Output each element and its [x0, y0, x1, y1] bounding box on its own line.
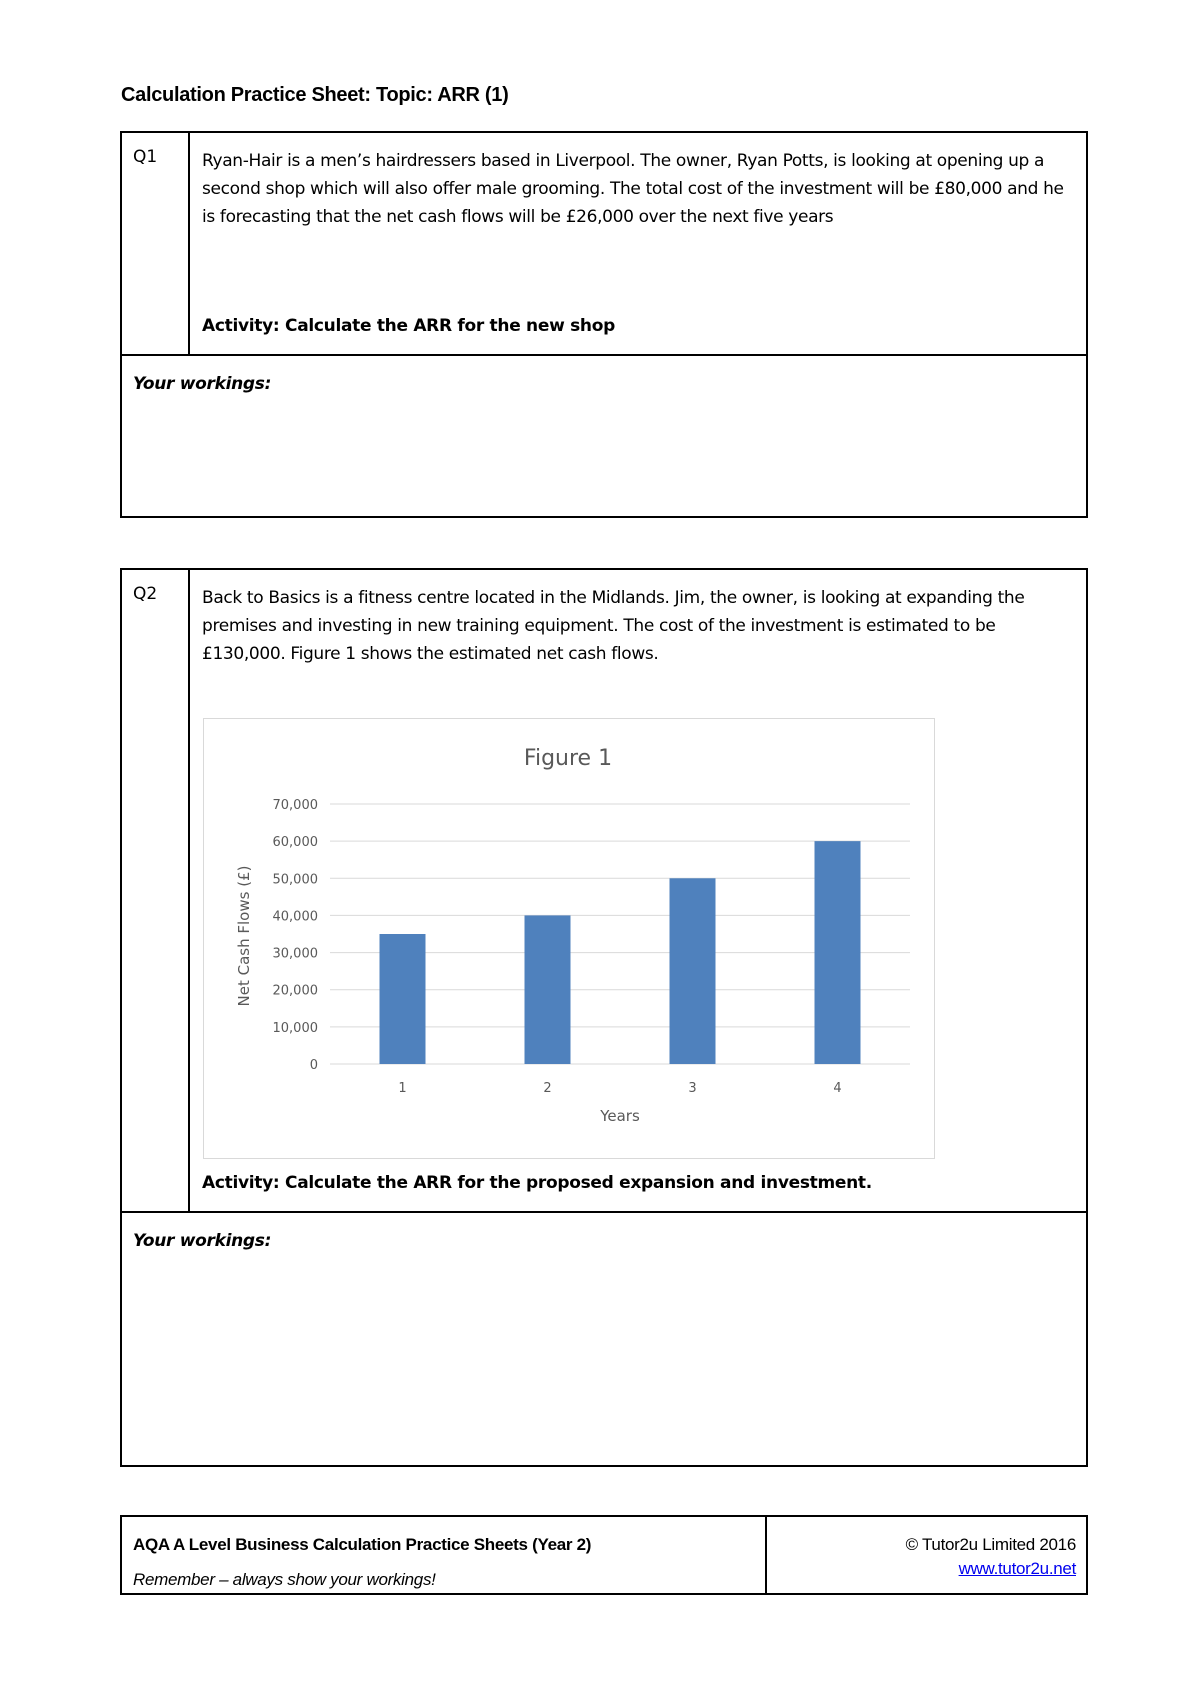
chart-y-tick-label: 20,000 [272, 983, 318, 999]
question-2-text: Back to Basics is a fitness centre located in the Midlands. Jim, the owner, is looking at expanding the premises and investing in new training equipment. The cost of the investment is estimated to be £130,000. Figure 1 shows the estimated net cash flows. [202, 588, 1025, 664]
chart-bar [380, 934, 426, 1064]
chart-x-tick-label: 2 [543, 1081, 552, 1096]
chart-y-tick-label: 10,000 [272, 1020, 318, 1036]
figure-1-chart [203, 718, 935, 1159]
footer-website-link[interactable]: www.tutor2u.net [958, 1559, 1076, 1578]
chart-title: Figure 1 [523, 746, 613, 771]
footer-reminder: Remember – always show your workings! [133, 1570, 436, 1589]
question-2-activity: Activity: Calculate the ARR for the proposed expansion and investment. [202, 1173, 872, 1193]
chart-x-tick-label: 4 [833, 1081, 842, 1096]
chart-x-axis-label: Years [600, 1107, 640, 1125]
chart-x-tick-label: 1 [398, 1081, 407, 1096]
figure-1-chart-svg [204, 719, 934, 1158]
question-2-row [122, 570, 1086, 1213]
footer-left-cell [122, 1517, 767, 1593]
question-1-text: Ryan-Hair is a men’s hairdressers based in Liverpool. The owner, Ryan Potts, is looking at opening up a second shop which will also offer male grooming. The total cost of the investment will be £80,000 and he is forecasting that the net cash flows will be £26,000 over the next five years [202, 151, 1064, 227]
chart-y-tick-label: 0 [309, 1058, 318, 1073]
question-1-row [122, 133, 1086, 356]
page-title: Calculation Practice Sheet: Topic: ARR (1) [121, 84, 509, 106]
question-2-box [120, 568, 1088, 1467]
chart-x-tick-label: 3 [688, 1081, 697, 1096]
chart-y-tick-label: 40,000 [272, 909, 318, 925]
question-2-number: Q2 [122, 570, 190, 1211]
chart-y-tick-label: 50,000 [272, 872, 318, 888]
question-1-number: Q1 [122, 133, 190, 354]
question-1-activity: Activity: Calculate the ARR for the new shop [202, 316, 615, 336]
chart-y-tick-label: 30,000 [272, 946, 318, 962]
footer-title: AQA A Level Business Calculation Practice Sheets (Year 2) [133, 1535, 592, 1554]
question-1-box [120, 131, 1088, 518]
question-1-workings-label: Your workings: [133, 374, 272, 394]
footer [120, 1515, 1088, 1595]
chart-bar [525, 915, 571, 1064]
chart-y-tick-label: 60,000 [272, 835, 318, 851]
footer-copyright: © Tutor2u Limited 2016 [905, 1535, 1076, 1554]
chart-bar [670, 878, 716, 1064]
chart-y-axis-label: Net Cash Flows (£) [235, 865, 253, 1007]
question-2-workings-label: Your workings: [133, 1231, 272, 1251]
chart-y-tick-label: 70,000 [272, 798, 318, 813]
footer-right-cell [906, 1533, 1076, 1581]
chart-bar [815, 841, 861, 1064]
